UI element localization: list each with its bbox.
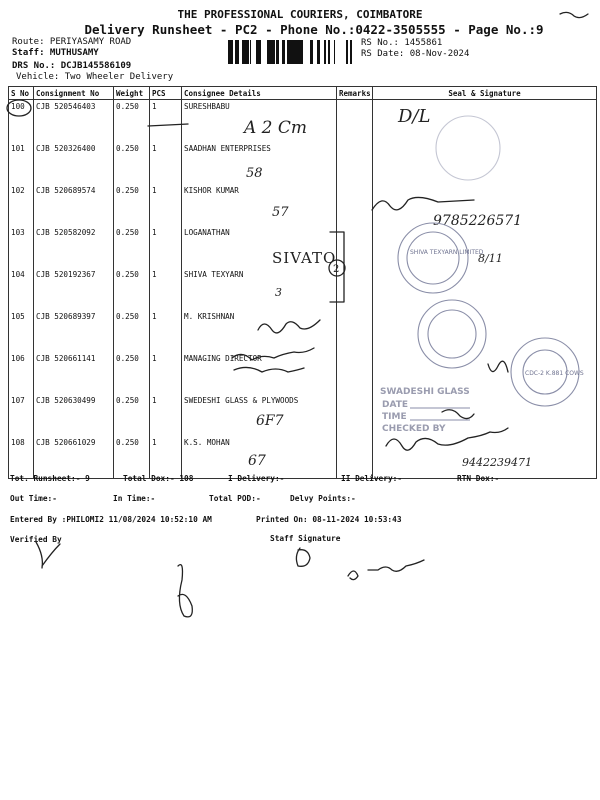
cell-weight: 0.250 — [114, 184, 150, 226]
rtn-dox: RTN Dox:- — [457, 474, 500, 483]
stamp-text: SHIVA TEXYARN LIMITED — [410, 249, 484, 256]
total-pod: Total POD:- — [209, 494, 261, 503]
cell-sno: 102 — [9, 184, 34, 226]
col-remarks: Remarks — [337, 87, 373, 100]
cell-sno: 103 — [9, 226, 34, 268]
cell-pcs: 1 — [150, 310, 182, 352]
cell-remarks — [337, 310, 373, 352]
cell-pcs: 1 — [150, 142, 182, 184]
cell-seal — [373, 268, 597, 310]
tot-runsheet: Tot. Runsheet:- 9 — [10, 474, 90, 483]
cell-seal — [373, 100, 597, 143]
cell-cn: CJB 520326400 — [34, 142, 114, 184]
staff-signature: Staff Signature — [270, 534, 341, 543]
printed-on: Printed On: 08-11-2024 10:53:43 — [256, 515, 402, 524]
company-name: THE PROFESSIONAL COURIERS, COIMBATORE — [177, 8, 423, 21]
cell-cn: CJB 520582092 — [34, 226, 114, 268]
col-sno: S No — [9, 87, 34, 100]
col-pcs: PCS — [150, 87, 182, 100]
cell-sno: 101 — [9, 142, 34, 184]
cell-consignee: LOGANATHAN — [182, 226, 337, 268]
cell-weight: 0.250 — [114, 310, 150, 352]
verifier-signature — [178, 565, 192, 617]
cell-weight: 0.250 — [114, 100, 150, 143]
col-weight: Weight — [114, 87, 150, 100]
table-row — [9, 100, 597, 143]
delvy-points: Delvy Points:- — [290, 494, 356, 503]
cell-seal — [373, 184, 597, 226]
table-header — [9, 87, 597, 100]
cell-sno: 108 — [9, 436, 34, 479]
handwritten-name: SIVATO — [272, 249, 337, 267]
cell-cn: CJB 520689397 — [34, 310, 114, 352]
handwritten-code: 67 — [248, 453, 266, 469]
table-row — [9, 268, 597, 310]
stamp-text: CHECKED BY — [382, 424, 446, 434]
handwritten-digit: 2 — [333, 264, 340, 275]
cell-remarks — [337, 352, 373, 394]
staff: Staff: MUTHUSAMY — [12, 48, 99, 58]
col-consignment: Consignment No — [34, 87, 114, 100]
cell-sno: 104 — [9, 268, 34, 310]
entered-by: Entered By :PHILOMI2 11/08/2024 10:52:10 AM — [10, 515, 212, 524]
handwritten-code: 6F7 — [256, 413, 284, 429]
cell-remarks — [337, 226, 373, 268]
cell-cn: CJB 520546403 — [34, 100, 114, 143]
stamp-text: TIME — [382, 412, 407, 422]
stamp-text: CDC-2 K.881 COWS — [525, 370, 584, 377]
cell-sno: 100 — [9, 100, 34, 143]
cell-pcs: 1 — [150, 268, 182, 310]
cell-remarks — [337, 394, 373, 436]
handwritten-digit: 3 — [275, 286, 282, 299]
cell-cn: CJB 520661029 — [34, 436, 114, 479]
in-time: In Time:- — [113, 494, 156, 503]
cell-pcs: 1 — [150, 100, 182, 143]
cell-pcs: 1 — [150, 352, 182, 394]
cell-remarks — [337, 100, 373, 143]
cell-seal — [373, 436, 597, 479]
cell-weight: 0.250 — [114, 394, 150, 436]
cell-weight: 0.250 — [114, 142, 150, 184]
cell-consignee: KISHOR KUMAR — [182, 184, 337, 226]
cell-consignee: MANAGING DIRECTOR — [182, 352, 337, 394]
cell-remarks — [337, 184, 373, 226]
cell-remarks — [337, 142, 373, 184]
verifier-mark — [36, 542, 60, 568]
i-delivery: I Delivery:- — [228, 474, 285, 483]
cell-consignee: SURESHBABU — [182, 100, 337, 143]
cell-cn: CJB 520630499 — [34, 394, 114, 436]
handwritten-sign: D/L — [398, 106, 431, 127]
cell-seal — [373, 142, 597, 184]
cell-sno: 105 — [9, 310, 34, 352]
verified-by: Verified By — [10, 535, 62, 544]
col-seal: Seal & Signature — [373, 87, 597, 100]
table-row — [9, 310, 597, 352]
handwritten-phone: 9442239471 — [462, 456, 532, 469]
cell-sno: 107 — [9, 394, 34, 436]
cell-consignee: M. KRISHNAN — [182, 310, 337, 352]
cell-remarks — [337, 436, 373, 479]
table-row — [9, 226, 597, 268]
handwritten-number: 57 — [272, 205, 289, 220]
table-row — [9, 184, 597, 226]
cell-seal — [373, 226, 597, 268]
stamp-text: SWADESHI GLASS — [380, 387, 470, 397]
cell-weight: 0.250 — [114, 436, 150, 479]
cell-consignee: SAADHAN ENTERPRISES — [182, 142, 337, 184]
cell-seal — [373, 310, 597, 352]
staff-signature-scribble — [348, 560, 424, 580]
cell-cn: CJB 520192367 — [34, 268, 114, 310]
handwritten-number: 58 — [246, 166, 263, 181]
ii-delivery: II Delivery:- — [341, 474, 403, 483]
cell-weight: 0.250 — [114, 226, 150, 268]
route: Route: PERIYASAMY ROAD — [12, 37, 132, 47]
cell-consignee: K.S. MOHAN — [182, 436, 337, 479]
col-consignee: Consignee Details — [182, 87, 337, 100]
barcode — [228, 40, 352, 64]
total-dox: Total Dox:- 108 — [123, 474, 194, 483]
table-row — [9, 352, 597, 394]
cell-pcs: 1 — [150, 184, 182, 226]
handwritten-note: A 2 Cm — [244, 118, 308, 138]
handwritten-phone: 9785226571 — [433, 213, 523, 229]
cell-seal — [373, 394, 597, 436]
cell-sno: 106 — [9, 352, 34, 394]
cell-weight: 0.250 — [114, 268, 150, 310]
runsheet-table — [8, 86, 597, 479]
cell-cn: CJB 520689574 — [34, 184, 114, 226]
cell-remarks — [337, 268, 373, 310]
cell-consignee: SWEDESHI GLASS & PLYWOODS — [182, 394, 337, 436]
handwritten-date: 8/11 — [478, 252, 503, 265]
staff-signature-mark — [296, 548, 310, 566]
table-row — [9, 142, 597, 184]
cell-pcs: 1 — [150, 226, 182, 268]
cell-weight: 0.250 — [114, 352, 150, 394]
stamp-text: DATE — [382, 400, 409, 410]
rs-date: RS Date: 08-Nov-2024 — [361, 49, 470, 59]
runsheet-title: Delivery Runsheet - PC2 - Phone No.:0422-3505555 - Page No.:9 — [84, 22, 544, 37]
cell-cn: CJB 520661141 — [34, 352, 114, 394]
cell-pcs: 1 — [150, 436, 182, 479]
cell-pcs: 1 — [150, 394, 182, 436]
drs-number: DRS No.: DCJB145586109 — [12, 61, 132, 71]
table-row — [9, 436, 597, 479]
rs-number: RS No.: 1455861 — [361, 38, 443, 48]
table-row — [9, 394, 597, 436]
out-time: Out Time:- — [10, 494, 57, 503]
cell-seal — [373, 352, 597, 394]
vehicle: Vehicle: Two Wheeler Delivery — [16, 72, 174, 82]
cell-consignee: SHIVA TEXYARN — [182, 268, 337, 310]
